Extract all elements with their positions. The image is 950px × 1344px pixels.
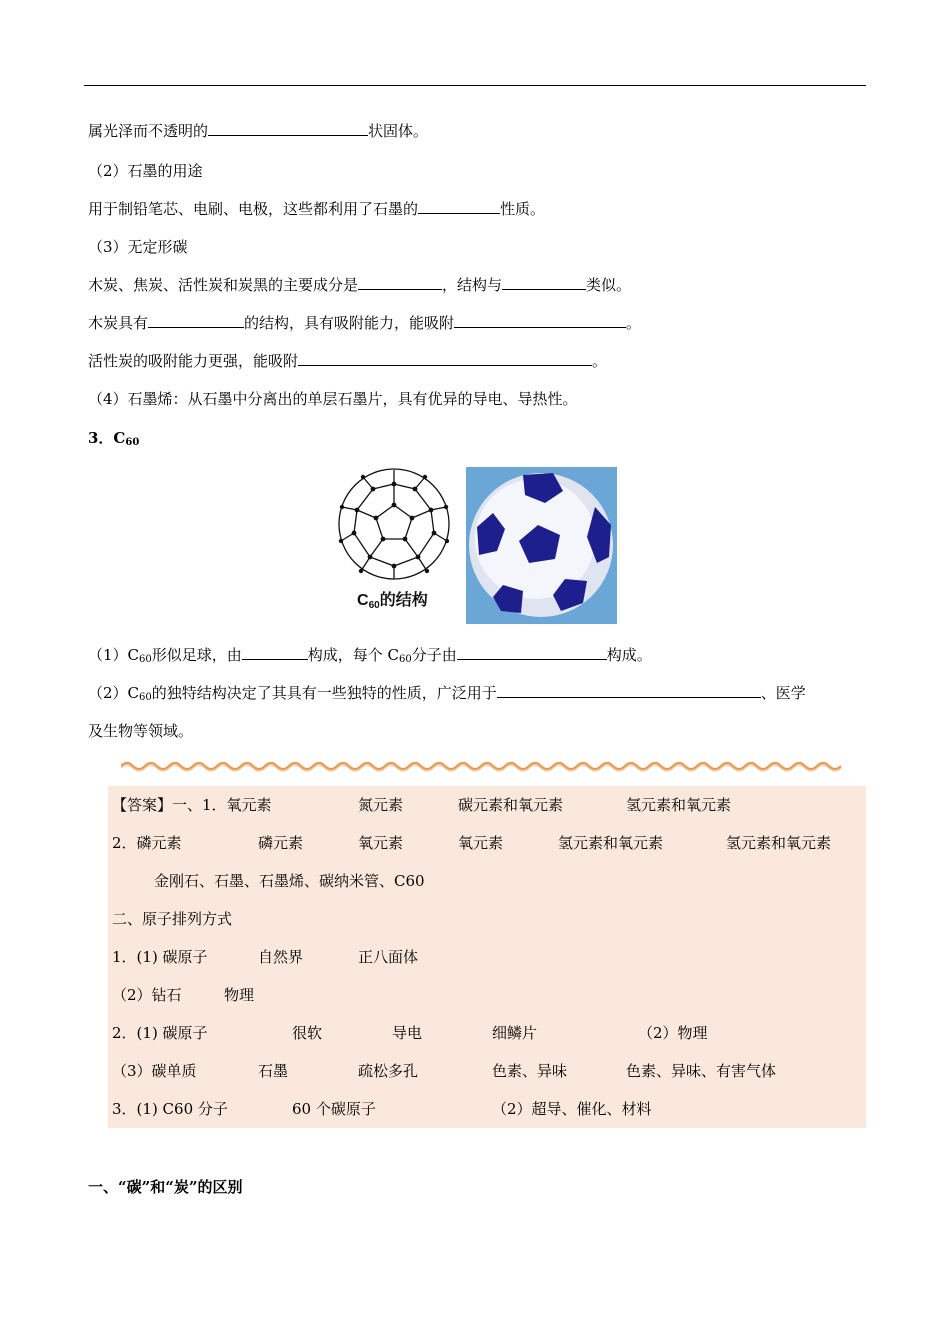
- section-heading: 一、“碳”和“炭”的区别: [88, 1178, 243, 1196]
- answer-cell: 正八面体: [358, 948, 419, 966]
- answer-cell: 物理: [224, 986, 255, 1004]
- text: 的独特结构决定了其具有一些独特的性质，广泛用于: [151, 684, 497, 702]
- answer-cell: 色素、异味、有害气体: [626, 1062, 777, 1080]
- answer-cell: 很软: [292, 1024, 323, 1042]
- question-1: [88, 644, 652, 671]
- answer-cell: 碳元素和氧元素: [458, 796, 564, 814]
- answer-cell: 自然界: [258, 948, 304, 966]
- answer-cell: 氢元素和氧元素: [726, 834, 832, 852]
- text-line: [88, 198, 545, 220]
- answer-cell: 氮元素: [358, 796, 404, 814]
- answer-cell: 氢元素和氧元素: [626, 796, 732, 814]
- answer-blank: [418, 199, 500, 214]
- answer-row: 金刚石、石墨、石墨烯、碳纳米管、C60: [154, 872, 425, 890]
- answer-blank: [457, 645, 607, 660]
- answer-cell: 氢元素和氧元素: [558, 834, 664, 852]
- answer-cell: （2）物理: [638, 1024, 708, 1042]
- answer-cell: 石墨: [258, 1062, 289, 1080]
- c60-figure: [333, 467, 617, 624]
- subscript: 60: [139, 654, 152, 665]
- answer-cell: （2）超导、催化、材料: [492, 1100, 652, 1118]
- answer-blank: [242, 645, 308, 660]
- subscript: 60: [139, 692, 152, 703]
- text-line: [88, 312, 641, 334]
- subheading: [88, 160, 203, 182]
- question-2: [88, 682, 806, 709]
- text: （3）无定形碳: [88, 238, 188, 256]
- text: 构成，每个 C: [307, 646, 400, 664]
- text: 属光泽而不透明的: [88, 122, 209, 140]
- text: 分子由: [411, 646, 457, 664]
- answer-cell: 60 个碳原子: [292, 1100, 376, 1118]
- subheading: [88, 236, 188, 258]
- answer-blank: [454, 313, 626, 328]
- text: （4）石墨烯：从石墨中分离出的单层石墨片，具有优异的导电、导热性。: [88, 390, 578, 408]
- answer-blank: [502, 275, 586, 290]
- subscript: 60: [399, 654, 412, 665]
- answer-cell: 2．磷元素: [112, 834, 182, 852]
- answer-row: 二、原子排列方式: [112, 910, 233, 928]
- answer-blank: [358, 275, 442, 290]
- answer-cell: 【答案】一、1．氧元素: [112, 796, 272, 814]
- text-line: [88, 120, 428, 142]
- answer-cell: 氧元素: [458, 834, 504, 852]
- text: 木炭、焦炭、活性炭和炭黑的主要成分是: [88, 276, 359, 294]
- answer-cell: 1．(1) 碳原子: [112, 948, 208, 966]
- answer-blank: [148, 313, 244, 328]
- answer-cell: 磷元素: [258, 834, 304, 852]
- text: 形似足球，由: [151, 646, 242, 664]
- text: （2）C: [88, 684, 140, 702]
- answer-cell: （2）钻石: [112, 986, 182, 1004]
- subscript: 60: [125, 437, 140, 448]
- wave-divider: [121, 760, 847, 772]
- text-line: [88, 274, 631, 296]
- answer-blank: [497, 683, 761, 698]
- text: 。: [626, 314, 642, 332]
- c60-structure-illustration: [333, 467, 617, 624]
- answer-cell: 2．(1) 碳原子: [112, 1024, 208, 1042]
- text: （1）C: [88, 646, 140, 664]
- c60-molecule-icon: [339, 469, 449, 579]
- answer-cell: 3．(1) C60 分子: [112, 1100, 228, 1118]
- section-title: [88, 427, 139, 454]
- answer-cell: 细鳞片: [492, 1024, 538, 1042]
- text: 的结构，具有吸附能力，能吸附: [244, 314, 455, 332]
- answer-cell: 疏松多孔: [358, 1062, 419, 1080]
- text: 、医学: [760, 684, 806, 702]
- text-line: [88, 388, 578, 410]
- text: 3．C: [88, 429, 126, 447]
- text: ，结构与: [442, 276, 503, 294]
- answer-cell: 色素、异味: [492, 1062, 568, 1080]
- text: 用于制铅笔芯、电刷、电极，这些都利用了石墨的: [88, 200, 419, 218]
- text: 。: [592, 352, 608, 370]
- text-line: [88, 720, 193, 742]
- text: 性质。: [500, 200, 546, 218]
- text: 状固体。: [368, 122, 429, 140]
- answer-box: [108, 786, 866, 1128]
- answer-blank: [208, 121, 368, 136]
- text: （2）石墨的用途: [88, 162, 203, 180]
- answer-cell: 氧元素: [358, 834, 404, 852]
- answer-blank: [298, 351, 592, 366]
- answer-cell: （3）碳单质: [112, 1062, 197, 1080]
- text-line: [88, 350, 607, 372]
- soccer-ball-icon: [466, 467, 617, 624]
- text: 活性炭的吸附能力更强，能吸附: [88, 352, 299, 370]
- answer-cell: 导电: [392, 1024, 423, 1042]
- text: 及生物等领域。: [88, 722, 194, 740]
- header-rule: [84, 85, 866, 86]
- figure-caption: C60的结构: [357, 592, 428, 611]
- text: 构成。: [606, 646, 652, 664]
- text: 类似。: [586, 276, 632, 294]
- text: 木炭具有: [88, 314, 149, 332]
